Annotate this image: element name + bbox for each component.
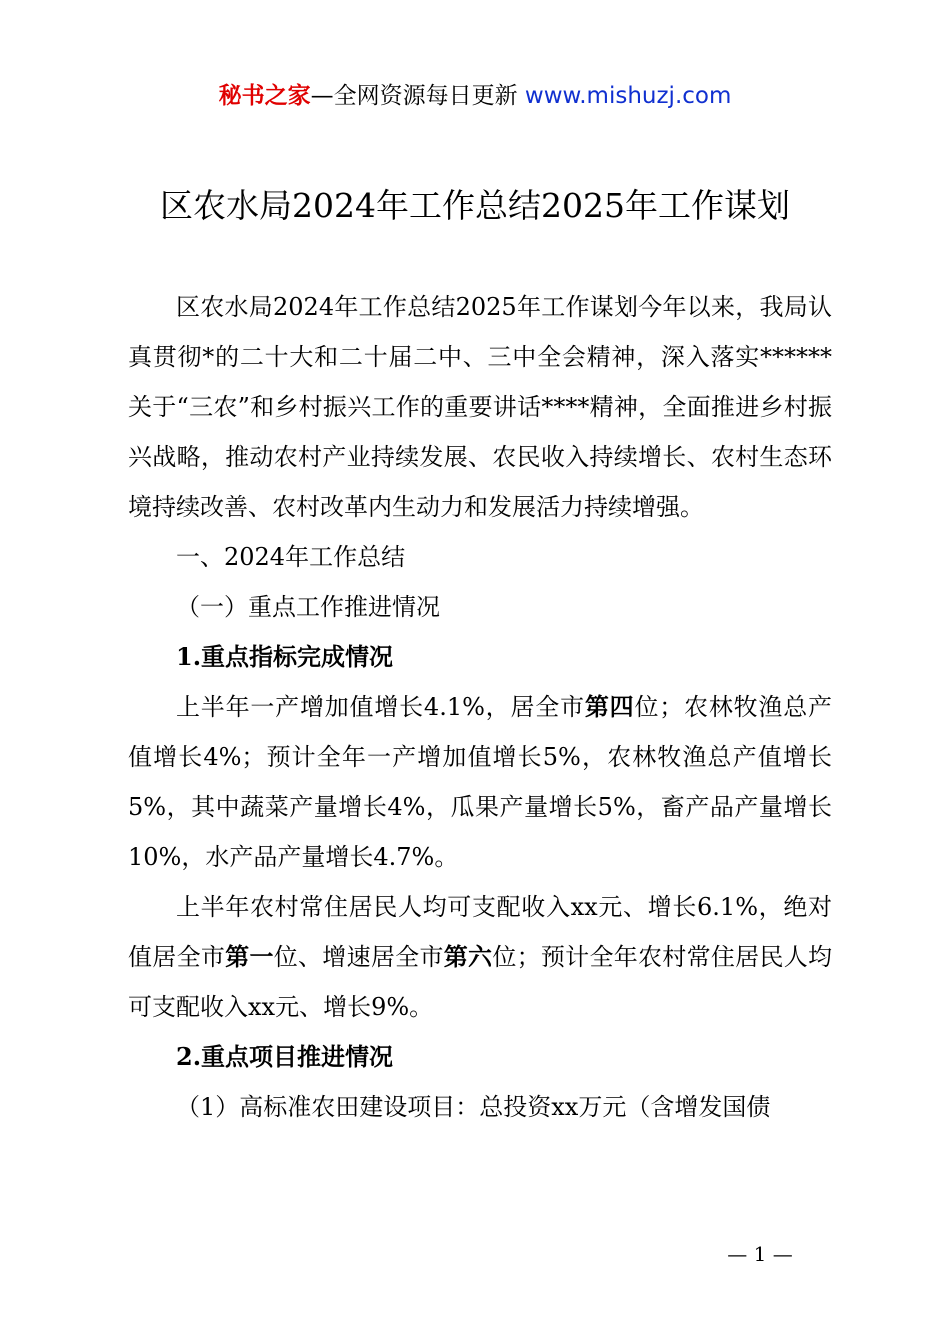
paragraph-farmland-project: （1）高标准农田建设项目：总投资xx万元（含增发国债 — [176, 1093, 771, 1121]
emphasis-text: 第六 — [443, 942, 493, 971]
text-run: 位；预计全年农村常住居民人均可支配收入xx元、增长9%。 — [128, 943, 833, 1021]
document-body — [128, 282, 832, 1132]
paragraph-intro: 区农水局2024年工作总结2025年工作谋划今年以来，我局认真贯彻*的二十大和二十届二中、三中全会精神，深入落实******关于“三农”和乡村振兴工作的重要讲话****精神，全面推进乡村振兴战略，推动农村产业持续发展、农民收入持续增长、农村生态环境持续改善、农村改革内生动力和发展活力持续增强。 — [128, 293, 832, 521]
item-heading-indicators: 1.重点指标完成情况 — [176, 642, 394, 671]
text-run: 上半年农村常住居民人均可支配收入xx元、增长6.1%，绝对值居全市 — [128, 893, 832, 971]
text-run: 位、增速居全市 — [273, 943, 444, 971]
item-heading-projects: 2.重点项目推进情况 — [176, 1042, 394, 1071]
page-number: — 1 — — [727, 1242, 793, 1266]
text-run: 上半年一产增加值增长4.1%，居全市 — [176, 693, 585, 721]
site-brand: 秘书之家 — [218, 83, 311, 109]
paragraph-indicators — [128, 682, 832, 882]
subsection-heading: （一）重点工作推进情况 — [176, 593, 440, 621]
site-url-link[interactable]: www.mishuzj.com — [524, 83, 732, 109]
section-heading: 一、2024年工作总结 — [176, 543, 406, 571]
paragraph-income — [128, 882, 832, 1032]
emphasis-text: 第四 — [584, 692, 635, 721]
emphasis-text: 第一 — [225, 942, 274, 971]
text-run: 位；农林牧渔总产值增长4%；预计全年一产增加值增长5%，农林牧渔总产值增长5%，其中蔬菜产量增长4%，瓜果产量增长5%，畜产品产量增长10%，水产品产量增长4.7%。 — [128, 693, 832, 871]
site-header — [0, 80, 950, 112]
document-title: 区农水局2024年工作总结2025年工作谋划 — [160, 186, 790, 225]
site-tagline: —全网资源每日更新 — [310, 83, 525, 109]
